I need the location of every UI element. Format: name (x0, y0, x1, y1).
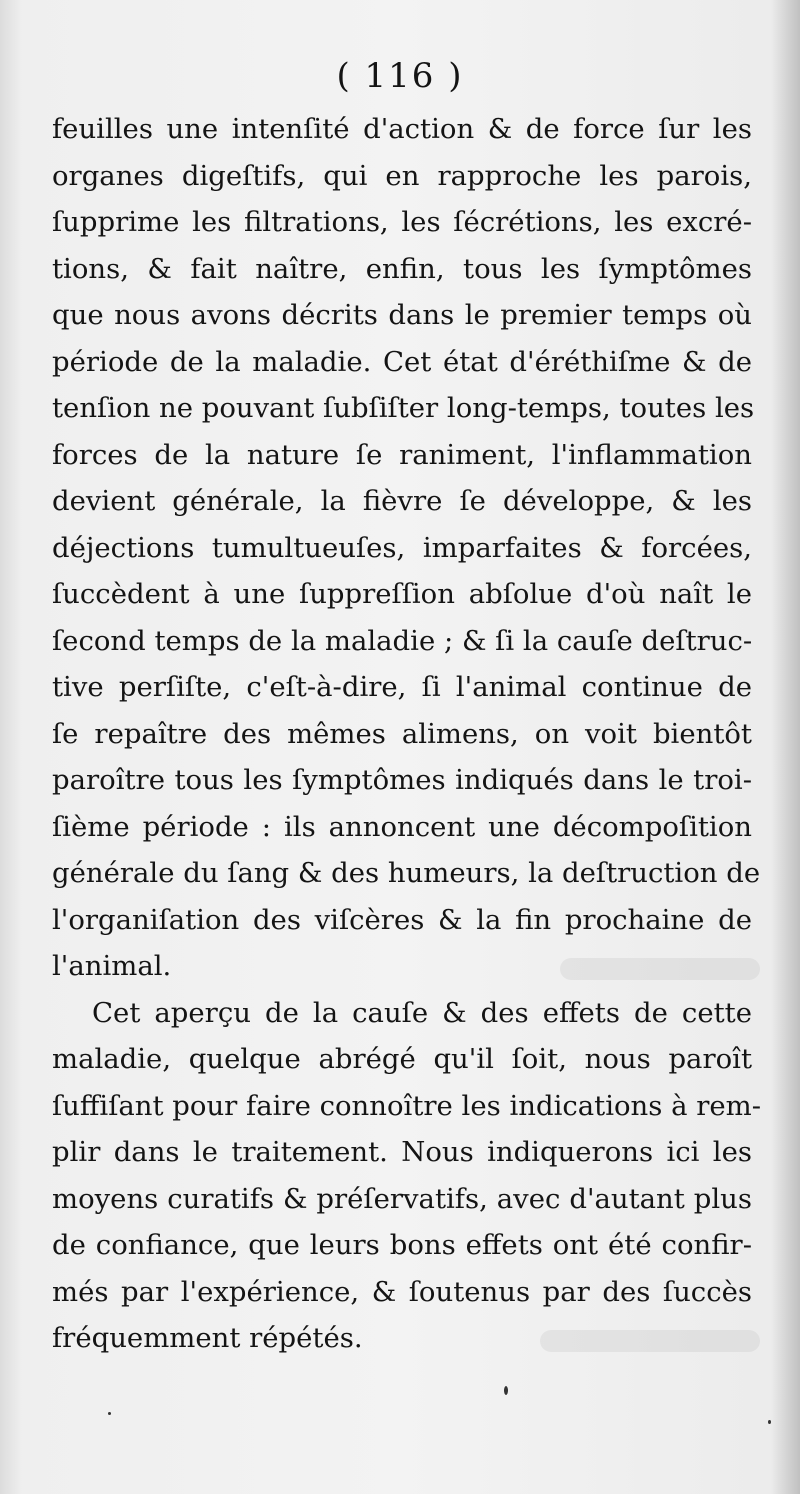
text-line: déjections tumultueuſes, imparfaites & forcées, (52, 531, 752, 564)
text-line: tions, & fait naître, enfin, tous les ſymptômes (52, 252, 752, 285)
text-line: tenſion ne pouvant ſubſiſter long-temps, toutes les (52, 392, 755, 424)
text-line: paroître tous les ſymptômes indiqués dans le troi- (52, 764, 752, 796)
text-line: ſupprime les filtrations, les ſécrétions, les excré- (52, 206, 752, 238)
ink-speck (768, 1420, 771, 1424)
text-line: organes digeſtifs, qui en rapproche les parois, (52, 159, 752, 192)
text-line: Cet aperçu de la cauſe & des effets de cette (92, 996, 752, 1029)
text-line: moyens curatifs & préſervatifs, avec d'autant plus (52, 1182, 752, 1215)
text-line: plir dans le traitement. Nous indiquerons ici les (52, 1136, 752, 1168)
text-line: feuilles une intenſité d'action & de force ſur les (52, 113, 752, 145)
text-line: fréquemment répétés. (52, 1322, 363, 1354)
text-line: tive perſiſte, c'eſt-à-dire, ſi l'animal continue de (52, 671, 752, 703)
text-line: ſuccèdent à une ſuppreſſion abſolue d'où naît le (52, 578, 752, 610)
ink-speck (504, 1386, 508, 1395)
text-line: més par l'expérience, & ſoutenus par des ſuccès (52, 1275, 752, 1308)
page-number: ( 116 ) (336, 56, 464, 96)
text-line: générale du ſang & des humeurs, la deſtruction de (52, 857, 761, 889)
page-edge-shadow (772, 0, 800, 1494)
text-line: ſecond temps de la maladie ; & ſi la cauſe deſtruc- (52, 624, 753, 657)
text-line: période de la maladie. Cet état d'éréthiſme & de (52, 345, 752, 378)
text-line: ſuffiſant pour faire connoître les indications à rem- (52, 1089, 762, 1122)
text-line: l'animal. (52, 950, 172, 982)
text-line: l'organiſation des viſcères & la fin prochaine de (52, 903, 752, 936)
text-line: maladie, quelque abrégé qu'il ſoit, nous paroît (52, 1043, 752, 1075)
text-line: ſième période : ils annoncent une décompoſition (52, 810, 752, 843)
text-line: de confiance, que leurs bons effets ont été confir- (52, 1229, 752, 1261)
text-line: devient générale, la fièvre ſe développe, & les (52, 485, 752, 517)
text-line: ſe repaître des mêmes alimens, on voit bientôt (52, 717, 752, 750)
text-line: forces de la nature ſe raniment, l'inflammation (52, 438, 752, 471)
ink-speck (108, 1412, 111, 1415)
text-line: que nous avons décrits dans le premier temps où (52, 299, 752, 331)
